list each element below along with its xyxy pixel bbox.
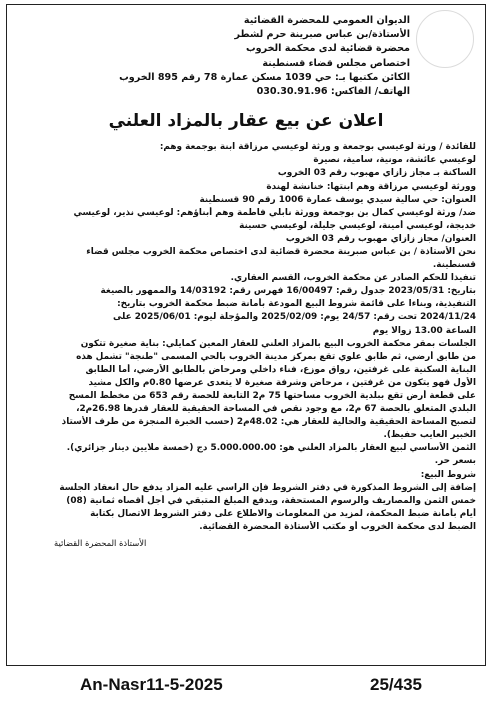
body-line: للفائدة / ورثة لوعيسي بوجمعة و ورثة لوعيسي مرزاقة ابنة بوجمعة وهم: [159, 142, 476, 153]
body-line: الأول فهو يتكون من غرفتين ، مرحاض وشرفة صغيرة لا يتعدى عرضها 0.80م والكل مشيد [88, 377, 476, 388]
body-line: على قطعة أرض تقع ببلدية الخروب مساحتها 75 م2 التابعة للحصة رقم 653 من مخطط المسح [68, 391, 476, 401]
sale-conditions-heading: شروط البيع: [420, 469, 476, 480]
announcement-body [10, 141, 482, 534]
header-line: الأستاذة/بن عباس صبرينة حرم لشطر [234, 29, 410, 41]
body-line: بسعر حر. [434, 456, 476, 467]
body-line: نحن الأستاذة / بن عباس صبرينة محضرة قضائية لدى اختصاص محكمة الخروب مجلس قضاء [86, 246, 476, 257]
body-line: من طابق أرضي، ثم طابق علوي تقع بمركز مدينة الخروب بالحي المسمى "طنجة" تشمل هذه [76, 351, 476, 362]
body-line: العنوان: حي سالية سيدي يوسف عمارة 1006 رقم 90 قسنطينة [199, 194, 476, 205]
body-line: خمس الثمن والمصاريف والرسوم المستحقة، ويدفع المبلغ المتبقي في أجل أقصاه ثمانية (08) [66, 495, 476, 506]
body-line: خديجة، لوعيسي أمينة، لوعيسي جليلة، لوعيسي حسينة [239, 220, 476, 231]
body-line: لوعيسي عائشة، مونية، سامية، نصيرة [313, 155, 476, 166]
body-line: البلدي المتعلق بالحصة 67 م2، مع وجود نقص في المساحة الحقيقية للعقار قدرها 26.98م2، [76, 404, 476, 415]
announcement-number: 25/435 [370, 675, 422, 694]
body-line: الساكنة بـ مجاز زازاي مهبوب رقم 03 الخروب [277, 168, 476, 179]
body-line: بتاريخ: 2023/05/31 جدول رقم: 16/00497 فهرس رقم: 14/03192 والممهور بالصيغة [100, 286, 476, 297]
body-line: قسنطينة. [432, 260, 476, 271]
body-line: الضبط لدى محكمة الخروب أو مكتب الأستاذة المحضرة القضائية. [199, 521, 476, 532]
body-line: الساعة 13.00 زوالا يوم [372, 325, 476, 336]
signature-label: الأستاذة المحضرة القضائية [54, 538, 147, 549]
base-price-line: الثمن الأساسي لبيع العقار بالمزاد العلني هو: 5.000.000.00 دج (خمسة ملايين دينار جزائري). [66, 443, 476, 454]
announcement-title: اعلان عن بيع عقار بالمزاد العلني [108, 111, 384, 132]
newspaper-footer [0, 668, 492, 702]
body-line: وورثة لوعيسي مرزاقة وهم ابنتها: خنانشة لهندة [266, 181, 476, 192]
header-line: الديوان العمومي للمحضرة القضائية [243, 15, 410, 26]
body-line: أيام بأمانة ضبط المحكمة، لمزيد من المعلومات والاطلاع على دفتر الشروط الاتصال بكتابة [90, 508, 476, 519]
body-line: إضافة إلى الشروط المذكورة في دفتر الشروط فإن الراسي عليه المزاد يدفع حال انعقاد الجلسة [59, 482, 476, 493]
publication-reference: An-Nasr11-5-2025 [80, 675, 223, 694]
body-line: التنفيذية، وبناءا على قائمة شروط البيع المودعة بأمانة ضبط محكمة الخروب بتاريخ: [117, 299, 476, 310]
body-line: تنفيذا للحكم الصادر عن محكمة الخروب، القسم العقاري. [230, 273, 476, 284]
body-line: البناية السكنية على غرفتين، رواق موزع، فناء داخلي ومرحاض بالطابق الأرضي، أما الطابق [85, 364, 476, 375]
body-line: لتصبح المساحة الحقيقية والحالية للعقار هي: 48.02م2 (حسب الخبرة المنجزة من طرف الأستاذ [61, 417, 476, 428]
header-line: محضرة قضائية لدى محكمة الخروب [246, 43, 410, 55]
body-line: ضد/ ورثة لوعيسي كمال بن بوجمعة وورثة نابلي فاطمة وهم أبناؤهم: لوعيسي نذير، لوعيسي [73, 207, 476, 218]
bailiff-header [10, 6, 482, 99]
body-line: الخبير العايب حفيظ). [383, 430, 476, 441]
body-line: الجلسات بمقر محكمة الخروب البيع بالمزاد العلني للعقار المعين كمايلي: بناية صغيرة تتكون [80, 338, 476, 349]
header-line: الكائن مكتبها بـ: حي 1039 مسكن عمارة 78 رقم 895 الخروب [119, 71, 410, 83]
body-line: العنوان/ مجاز زازاي مهبوب رقم 03 الخروب [285, 233, 476, 244]
header-line: اختصاص مجلس قضاء قسنطينة [262, 57, 410, 69]
body-line: 2024/11/24 تحت رقم: 24/57 يوم: 2025/02/09 والمؤجلة ليوم: 2025/06/01 على [112, 312, 476, 323]
header-line: الهاتف/ الفاكس: 030.30.91.96 [256, 86, 410, 98]
